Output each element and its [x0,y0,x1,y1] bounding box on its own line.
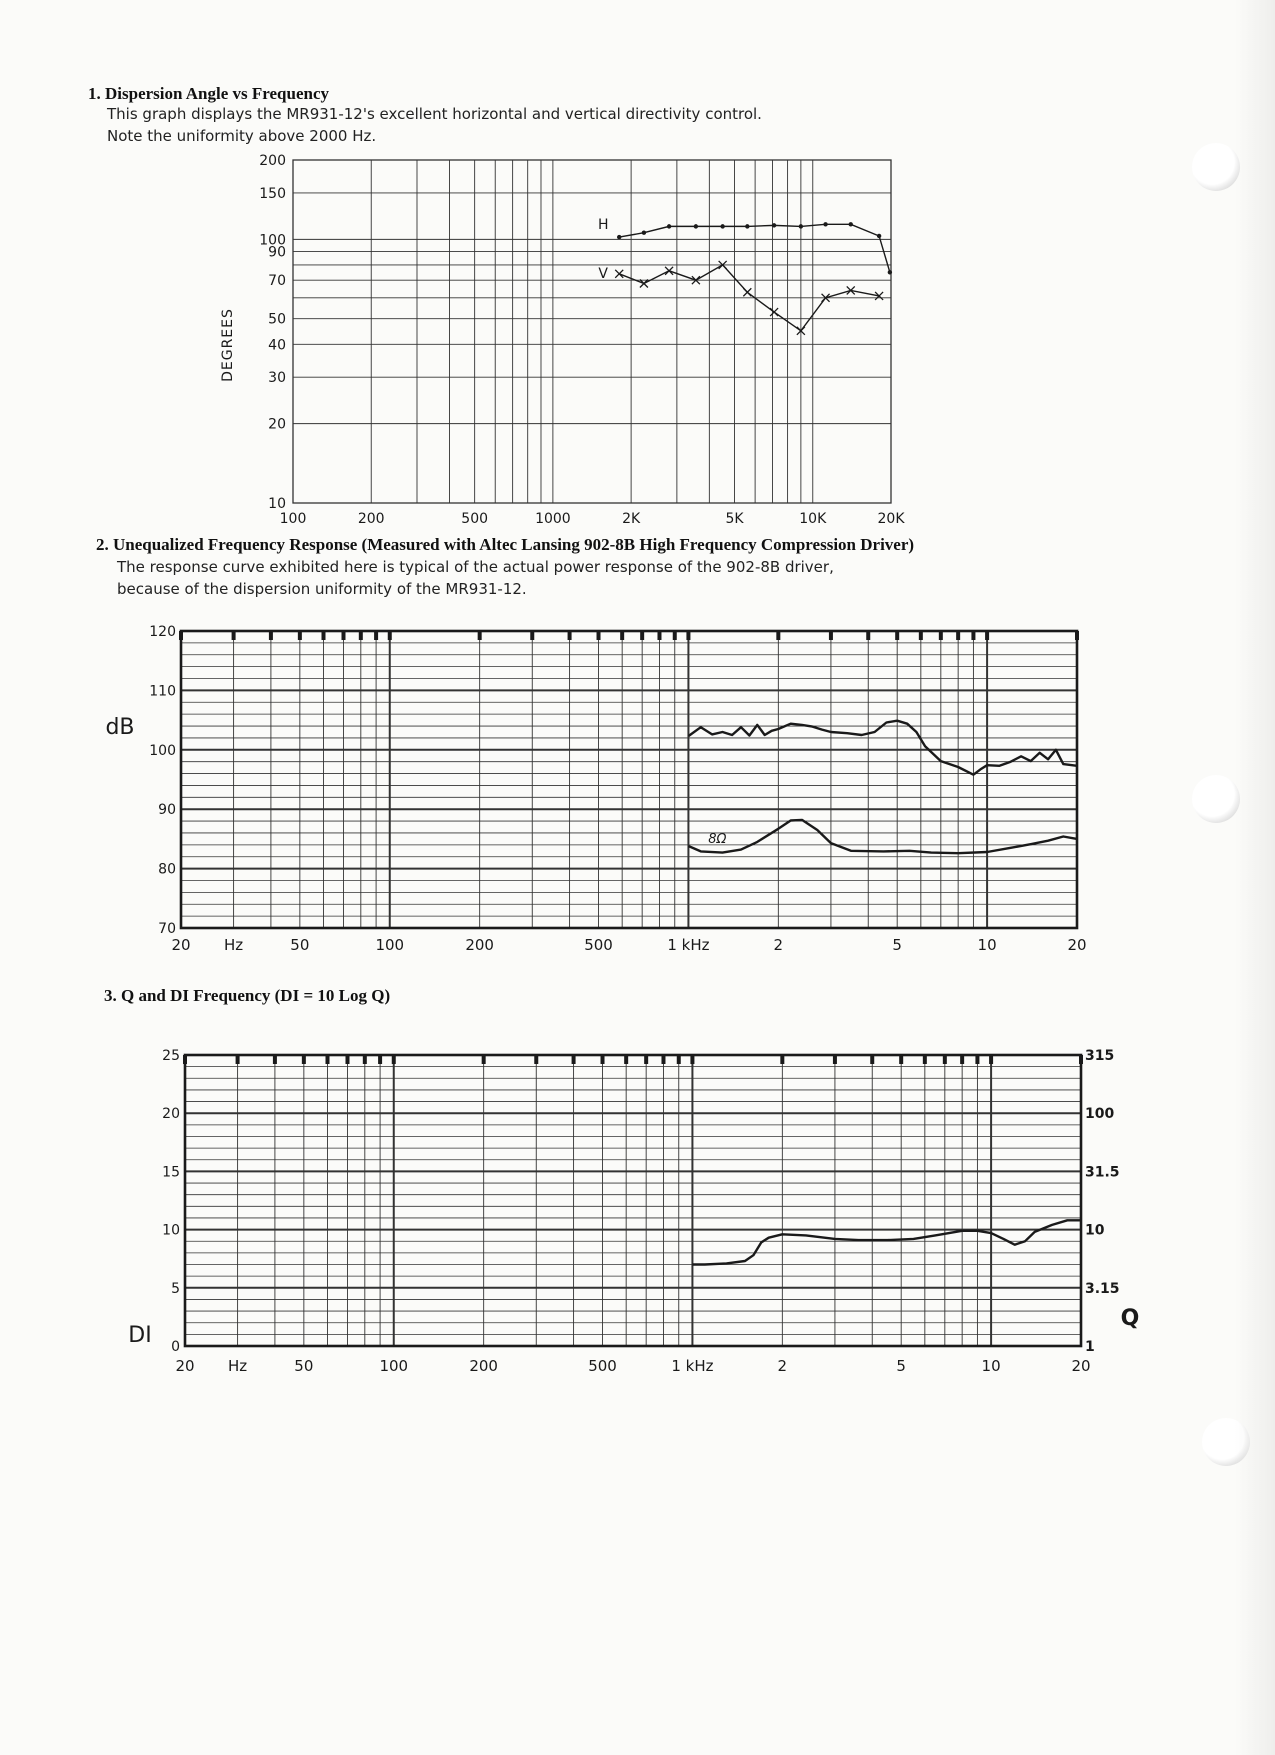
chart3-y-tick-label: 25 [162,1048,180,1064]
chart2-y-axis-label: dB [105,715,135,740]
chart3-top-tick [273,1055,277,1064]
chart3-top-tick [690,1055,694,1064]
chart3-top-tick [302,1055,306,1064]
chart1-point-H [667,224,671,228]
chart2-top-tick [971,631,975,640]
chart2-top-tick [298,631,302,640]
chart2-x-tick-label: 2 [773,936,784,954]
chart2-x-tick-label: 20 [1067,936,1087,954]
chart2-series-0-line [688,721,1077,775]
chart3-top-tick [363,1055,367,1064]
chart3-x-tick-label: 50 [294,1357,314,1375]
chart2-top-tick [985,631,989,640]
chart1-point-V [743,288,751,296]
chart2-top-tick [568,631,572,640]
chart3-top-tick [392,1055,396,1064]
section2-description-line1: The response curve exhibited here is typical of the actual power response of the 902-8B driver, [117,558,834,576]
chart3-top-tick [960,1055,964,1064]
chart3-y-tick-label: 15 [162,1164,180,1181]
chart1-point-H [849,222,853,226]
chart3-x-tick-label: 2 [777,1357,788,1375]
chart2-top-tick [232,631,236,640]
chart3-y2-tick-label: 3.15 [1085,1280,1120,1297]
chart2-top-tick [640,631,644,640]
chart3-top-tick [661,1055,665,1064]
chart3-x-tick-label: 20 [1071,1357,1091,1375]
binder-hole-top [1192,143,1240,191]
chart2-x-tick-label: 20 [171,936,191,954]
section2-heading: 2. Unequalized Frequency Response (Measured with Altec Lansing 902-8B High Frequency Compression Driver) [96,535,915,554]
section2-description-line2: because of the dispersion uniformity of the MR931-12. [117,580,527,598]
chart3-y2-axis-label: Q [1120,1306,1140,1331]
chart1-y-tick-label: 150 [259,185,286,202]
chart2-y-tick-label: 120 [149,624,176,640]
chart3-x-tick-label: 100 [379,1357,409,1375]
chart2-series-1-line [688,820,1077,853]
chart2-top-tick [776,631,780,640]
chart2-top-tick [686,631,690,640]
section1-description-line1: This graph displays the MR931-12's excellent horizontal and vertical directivity control. [107,105,762,123]
chart2-y-tick-label: 90 [158,802,176,819]
chart2-x-tick-label: 100 [375,936,405,954]
chart1-y-tick-label: 200 [259,153,286,169]
chart1-x-tick-label: 10K [799,511,827,527]
chart1-point-H [694,224,698,228]
chart3-top-tick [989,1055,993,1064]
chart3-x-tick-label: 200 [469,1357,498,1375]
chart2-top-tick [530,631,534,640]
chart2-top-tick [341,631,345,640]
chart2-y-tick-label: 110 [149,683,176,700]
chart1-y-axis-label: DEGREES [220,308,236,382]
chart3-x-tick-label: 500 [588,1357,617,1375]
section1-heading: 1. Dispersion Angle vs Frequency [88,84,330,103]
chart3-series-0-line [692,1220,1081,1264]
chart2-top-tick [322,631,326,640]
chart2-x-tick-label: 10 [977,936,997,954]
chart1-y-tick-label: 30 [268,370,286,387]
chart3-top-tick [572,1055,576,1064]
chart2-top-tick [895,631,899,640]
chart1-point-H [877,234,881,238]
chart2-top-tick [657,631,661,640]
chart1-point-H [720,224,724,228]
chart3-top-tick [923,1055,927,1064]
chart1-y-tick-label: 50 [268,311,286,328]
chart3-top-tick [534,1055,538,1064]
chart2-top-tick [478,631,482,640]
chart3-x-tick-label: 20 [175,1357,195,1375]
chart1-y-tick-label: 20 [268,416,286,433]
chart2-top-tick [597,631,601,640]
chart2-y-tick-label: 100 [149,742,176,759]
chart3-top-tick [943,1055,947,1064]
chart1-x-tick-label: 200 [357,511,385,527]
chart3-top-tick [780,1055,784,1064]
chart2-top-tick [939,631,943,640]
chart3-top-tick [345,1055,349,1064]
chart1-point-V [615,270,623,278]
chart1-point-V [665,267,673,275]
chart3-x-tick-label: 5 [896,1357,906,1375]
chart2-frame [181,631,1077,928]
chart3-top-tick [870,1055,874,1064]
chart3-y-tick-label: 5 [171,1280,180,1297]
chart2-top-tick [359,631,363,640]
chart3-x-tick-label: 1 kHz [671,1357,714,1375]
chart2-x-tick-label: Hz [224,936,244,954]
chart1-y-tick-label: 90 [268,244,286,261]
chart1-point-H [772,223,776,227]
chart3-y-tick-label: 10 [162,1222,180,1239]
chart2-top-tick [620,631,624,640]
chart1-x-tick-label: 20K [877,511,905,527]
chart1-point-V [770,308,778,316]
chart3-y2-tick-label: 315 [1085,1048,1115,1064]
chart3-top-tick [975,1055,979,1064]
chart1-y-tick-label: 70 [268,273,286,290]
chart3-y-tick-label: 20 [162,1106,180,1123]
chart3-y2-tick-label: 1 [1085,1339,1095,1355]
chart1-x-tick-label: 100 [279,511,307,527]
chart3-top-tick [833,1055,837,1064]
chart2-impedance-annotation: 8Ω [708,832,727,848]
chart1-y-tick-label: 40 [268,337,286,354]
chart1-series-label-V: V [598,265,609,282]
chart3-x-tick-label: 10 [981,1357,1001,1375]
chart2-top-tick [269,631,273,640]
chart1-x-tick-label: 1000 [535,511,571,527]
chart3-y-axis-label: DI [128,1323,152,1348]
chart3-top-tick [624,1055,628,1064]
chart1-x-tick-label: 5K [725,511,744,527]
chart2-top-tick [919,631,923,640]
chart1-point-H [617,235,621,239]
chart3-y2-tick-label: 31.5 [1085,1164,1120,1181]
section1-description-line2: Note the uniformity above 2000 Hz. [107,127,377,145]
chart3-frame [185,1055,1081,1346]
chart2-x-tick-label: 200 [465,936,494,954]
chart2-top-tick [374,631,378,640]
chart3-top-tick [677,1055,681,1064]
chart1-series-label-H: H [597,217,609,234]
chart3-top-tick [236,1055,240,1064]
chart3-top-tick [378,1055,382,1064]
chart3-top-tick [326,1055,330,1064]
chart3-top-tick [899,1055,903,1064]
chart2-y-tick-label: 70 [158,921,176,937]
chart1-point-H [745,224,749,228]
chart2-x-tick-label: 500 [584,936,613,954]
chart2-top-tick [866,631,870,640]
chart1-point-H [642,230,646,234]
chart1-x-tick-label: 500 [461,511,489,527]
chart3-y2-tick-label: 100 [1085,1106,1115,1123]
chart1-y-tick-label: 100 [259,232,286,249]
chart2-y-tick-label: 80 [158,861,176,878]
chart3-top-tick [601,1055,605,1064]
chart2-top-tick [388,631,392,640]
chart1-point-H [823,222,827,226]
chart3-top-tick [482,1055,486,1064]
chart1-point-H [888,270,892,274]
chart2-x-tick-label: 1 kHz [667,936,710,954]
chart1-point-V [640,280,648,288]
section3-heading: 3. Q and DI Frequency (DI = 10 Log Q) [104,986,391,1005]
chart2-top-tick [829,631,833,640]
chart1-point-H [799,224,803,228]
chart2-x-tick-label: 50 [290,936,310,954]
chart1-x-tick-label: 2K [622,511,641,527]
chart3-y2-tick-label: 10 [1085,1222,1105,1239]
chart3-x-tick-label: Hz [228,1357,248,1375]
chart3-y-tick-label: 0 [171,1339,180,1355]
chart1-y-tick-label: 10 [268,496,286,512]
chart2-top-tick [956,631,960,640]
binder-hole-middle [1192,775,1240,823]
chart3-top-tick [644,1055,648,1064]
chart2-top-tick [673,631,677,640]
page-edge-shadow [1235,0,1275,1755]
chart2-x-tick-label: 5 [892,936,902,954]
